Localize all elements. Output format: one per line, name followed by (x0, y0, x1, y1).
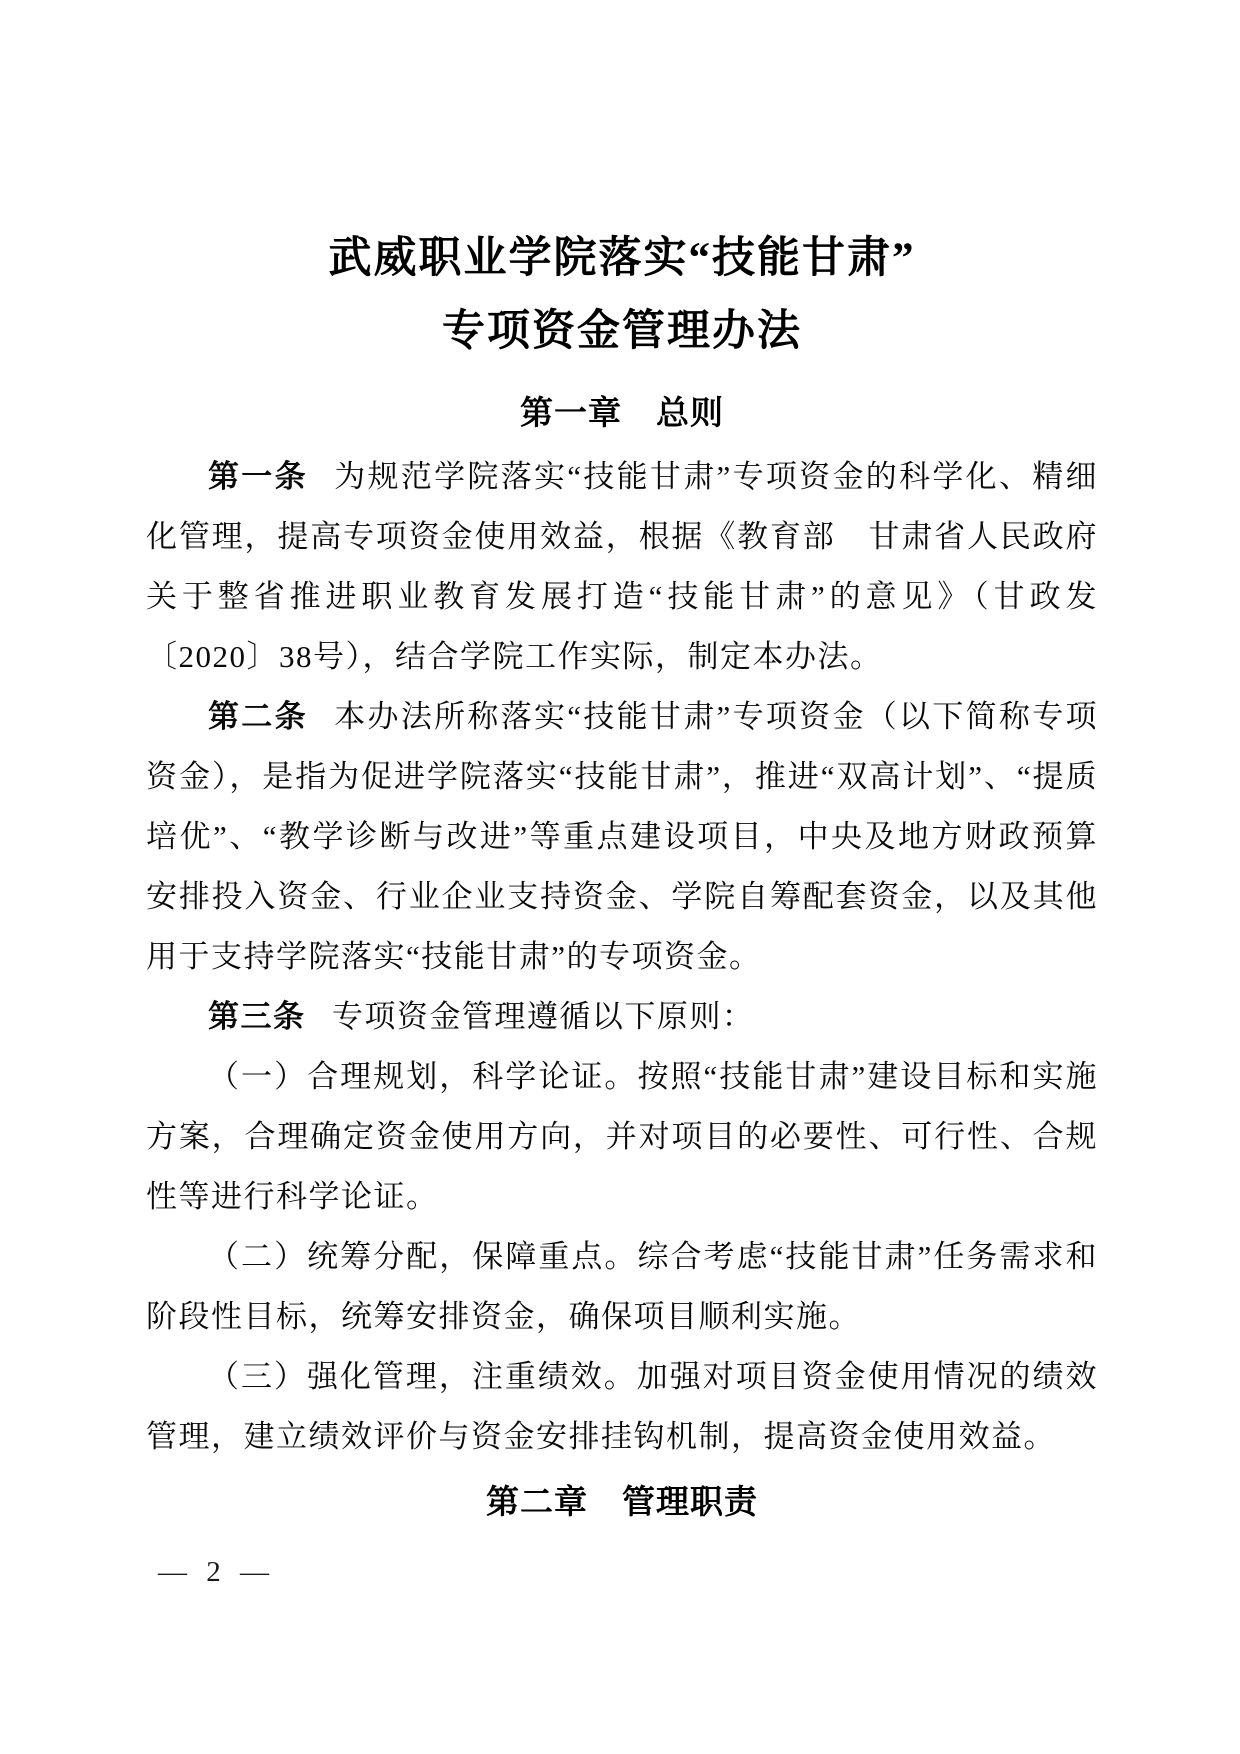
article-2-text: 本办法所称落实“技能甘肃”专项资金（以下简称专项资金），是指为促进学院落实“技能甘肃”，推进“双高计划”、“提质培优”、“教学诊断与改进”等重点建设项目，中央及地方财政预算安排投入资金、行业企业支持资金、学院自筹配套资金，以及其他用于支持学院落实“技能甘肃”的专项资金。 (146, 699, 1098, 974)
title-line-1: 武威职业学院落实“技能甘肃” (328, 235, 916, 282)
chapter-2-heading: 第二章 管理职责 (486, 1483, 758, 1520)
document-title (146, 222, 1098, 368)
paragraph-article-2 (146, 687, 1098, 987)
paragraph-article-1 (146, 447, 1098, 687)
title-line-2: 专项资金管理办法 (442, 308, 802, 355)
article-3-label: 第三条 (208, 999, 306, 1034)
article-1-text: 为规范学院落实“技能甘肃”专项资金的科学化、精细化管理，提高专项资金使用效益，根据《教育部 甘肃省人民政府关于整省推进职业教育发展打造“技能甘肃”的意见》（甘政发〔2020〕38号），结合学院工作实际，制定本办法。 (146, 459, 1098, 674)
document-content (146, 0, 1098, 1525)
paragraph-article-3 (146, 987, 1098, 1047)
principle-1-text: （一）合理规划，科学论证。按照“技能甘肃”建设目标和实施方案，合理确定资金使用方向，并对项目的必要性、可行性、合规性等进行科学论证。 (146, 1059, 1098, 1214)
paragraph-principle-2 (146, 1227, 1098, 1347)
principle-2-text: （二）统筹分配，保障重点。综合考虑“技能甘肃”任务需求和阶段性目标，统筹安排资金，确保项目顺利实施。 (146, 1239, 1098, 1334)
article-3-text: 专项资金管理遵循以下原则： (331, 999, 755, 1034)
article-1-label: 第一条 (208, 459, 308, 494)
page-number: — 2 — (158, 1556, 275, 1588)
chapter-1-heading: 第一章 总则 (520, 394, 724, 431)
paragraph-principle-1 (146, 1047, 1098, 1227)
article-2-label: 第二条 (208, 699, 308, 734)
paragraph-principle-3 (146, 1347, 1098, 1467)
principle-3-text: （三）强化管理，注重绩效。加强对项目资金使用情况的绩效管理，建立绩效评价与资金安排挂钩机制，提高资金使用效益。 (146, 1359, 1098, 1454)
document-body (146, 447, 1098, 1467)
